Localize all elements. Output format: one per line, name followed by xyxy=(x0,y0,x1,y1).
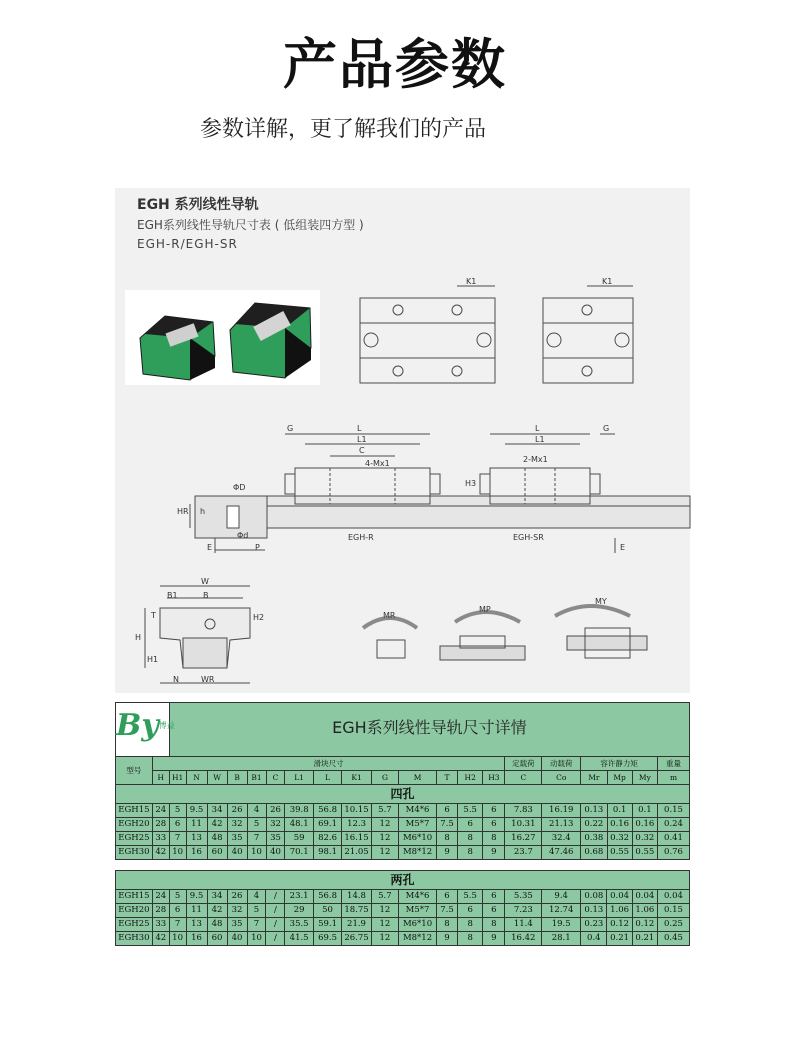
column-header: M xyxy=(399,771,437,785)
table-cell: 7.23 xyxy=(505,904,542,918)
label-c: C xyxy=(359,446,365,455)
table-cell: M6*10 xyxy=(399,918,437,932)
drawing-svg xyxy=(115,188,690,693)
table-cell: 60 xyxy=(207,932,227,946)
table-cell: M6*10 xyxy=(399,832,437,846)
table-cell: 0.32 xyxy=(607,832,632,846)
label-k1-right: K1 xyxy=(602,277,613,286)
table-cell: 47.46 xyxy=(542,846,581,860)
table-cell: 0.55 xyxy=(607,846,632,860)
label-phi-d-small: Φd xyxy=(237,531,249,540)
table-cell: 14.8 xyxy=(342,890,371,904)
column-header: L xyxy=(313,771,341,785)
table-cell: 40 xyxy=(227,932,247,946)
table-cell: 42 xyxy=(152,846,169,860)
table-cell: 13 xyxy=(186,918,207,932)
table-cell: 13 xyxy=(186,832,207,846)
table-cell: 32 xyxy=(227,818,247,832)
table-row xyxy=(116,818,690,832)
table-cell: 0.15 xyxy=(657,904,689,918)
table-cell: 12 xyxy=(371,818,398,832)
table-cell: 60 xyxy=(207,846,227,860)
table-cell: 0.45 xyxy=(657,932,689,946)
column-header: B1 xyxy=(247,771,266,785)
table-row xyxy=(116,804,690,818)
table-cell: 0.24 xyxy=(658,818,690,832)
brand-logo: By博益 xyxy=(116,703,170,757)
model-cell: EGH30 xyxy=(116,932,153,946)
table-cell: 9.5 xyxy=(186,890,207,904)
table-cell: 0.1 xyxy=(632,804,657,818)
label-b: B xyxy=(203,591,209,600)
table-cell: 16.42 xyxy=(505,932,542,946)
rows-two-hole xyxy=(116,890,690,946)
table-cell: 0.08 xyxy=(581,890,607,904)
table-cell: M8*12 xyxy=(399,846,437,860)
top-view-egh-r xyxy=(360,286,495,383)
table-cell: 8 xyxy=(458,918,483,932)
table-cell: 8 xyxy=(483,918,505,932)
table-cell: 23.1 xyxy=(285,890,313,904)
table-row xyxy=(116,890,690,904)
model-header: 型号 xyxy=(116,757,153,785)
label-g-left: G xyxy=(287,424,294,433)
table-cell: 56.8 xyxy=(313,890,341,904)
table-cell: 21.9 xyxy=(342,918,371,932)
model-cell: EGH15 xyxy=(116,890,153,904)
table-cell: 16.19 xyxy=(542,804,581,818)
table-cell: 0.1 xyxy=(607,804,632,818)
column-header: C xyxy=(505,771,542,785)
label-h3: H3 xyxy=(465,479,477,488)
table-cell: 16.27 xyxy=(505,832,542,846)
table-cell: 16 xyxy=(186,932,207,946)
column-header: My xyxy=(632,771,657,785)
table-cell: 7 xyxy=(247,918,266,932)
label-4mx1: 4-Mx1 xyxy=(365,459,390,468)
label-p: P xyxy=(255,543,260,552)
table-cell: 42 xyxy=(152,932,169,946)
table-cell: 6 xyxy=(169,818,186,832)
table-row xyxy=(116,904,690,918)
table-cell: 5 xyxy=(169,890,186,904)
column-header: K1 xyxy=(342,771,371,785)
table-cell: 9.5 xyxy=(186,804,207,818)
table-cell: 8 xyxy=(458,846,483,860)
table-cell: 4 xyxy=(247,804,266,818)
static-load-header: 动载荷 xyxy=(542,757,581,771)
table-cell: 0.15 xyxy=(658,804,690,818)
table-cell: 8 xyxy=(458,932,483,946)
table-cell: 5.7 xyxy=(371,890,398,904)
model-cell: EGH30 xyxy=(116,846,153,860)
label-e-right: E xyxy=(620,543,626,552)
table-cell: 26 xyxy=(266,804,285,818)
table-cell: 5.5 xyxy=(458,890,483,904)
table-cell: 32 xyxy=(227,904,247,918)
table-cell: 0.16 xyxy=(632,818,657,832)
table-cell: 23.7 xyxy=(505,846,542,860)
table-cell: 0.38 xyxy=(581,832,607,846)
table-cell: 0.41 xyxy=(658,832,690,846)
side-view xyxy=(190,434,690,553)
table-cell: 48 xyxy=(207,832,227,846)
spec-table-head xyxy=(116,703,690,785)
label-phi-d: ΦD xyxy=(233,483,246,492)
label-wr: WR xyxy=(201,675,215,684)
model-cell: EGH25 xyxy=(116,918,153,932)
table-cell: 35 xyxy=(266,832,285,846)
table-cell: 34 xyxy=(207,890,227,904)
table-cell: 28.1 xyxy=(542,932,581,946)
table-cell: M4*6 xyxy=(399,890,437,904)
weight-header: 重量 xyxy=(658,757,690,771)
table-cell: 19.5 xyxy=(542,918,581,932)
table-cell: 7.83 xyxy=(505,804,542,818)
label-w: W xyxy=(201,577,209,586)
table-cell: 0.4 xyxy=(581,932,607,946)
moment-mr xyxy=(363,618,417,658)
table-cell: M8*12 xyxy=(399,932,437,946)
model-cell: EGH20 xyxy=(116,818,153,832)
column-header: Mr xyxy=(581,771,607,785)
label-l-left: L xyxy=(357,424,362,433)
table-cell: 35 xyxy=(227,918,247,932)
label-t: T xyxy=(151,611,156,620)
table-cell: 6 xyxy=(458,818,483,832)
table-cell: 0.23 xyxy=(581,918,607,932)
label-h1: H1 xyxy=(147,655,159,664)
column-header: C xyxy=(266,771,285,785)
table-cell: 5 xyxy=(247,904,266,918)
table-cell: 12.3 xyxy=(342,818,371,832)
table-cell: 69.1 xyxy=(313,818,341,832)
label-egh-r: EGH-R xyxy=(348,533,374,542)
table-cell: / xyxy=(266,918,285,932)
table-cell: 0.25 xyxy=(657,918,689,932)
label-mr: MR xyxy=(383,611,396,620)
label-b1: B1 xyxy=(167,591,178,600)
table-cell: 9 xyxy=(436,932,457,946)
table-cell: 29 xyxy=(285,904,313,918)
table-cell: 11 xyxy=(186,818,207,832)
table-cell: 8 xyxy=(458,832,483,846)
table-cell: 12 xyxy=(371,846,398,860)
label-l1-right: L1 xyxy=(535,435,545,444)
top-view-egh-sr xyxy=(543,286,633,383)
section-two-hole: 两孔 xyxy=(116,871,690,890)
section-four-hole: 四孔 xyxy=(116,785,690,804)
label-my: MY xyxy=(595,597,607,606)
label-e-left: E xyxy=(207,543,213,552)
table-cell: 10 xyxy=(169,846,186,860)
table-cell: 50 xyxy=(313,904,341,918)
table-cell: 21.13 xyxy=(542,818,581,832)
table-cell: 82.6 xyxy=(313,832,341,846)
table-cell: 9.4 xyxy=(542,890,581,904)
table-cell: 98.1 xyxy=(313,846,341,860)
table-cell: M5*7 xyxy=(399,904,437,918)
label-l1-left: L1 xyxy=(357,435,367,444)
table-cell: 26.75 xyxy=(342,932,371,946)
drawing-subheading: EGH系列线性导轨尺寸表 ( 低组装四方型 ) xyxy=(137,218,364,232)
table-cell: 0.13 xyxy=(581,804,607,818)
table-cell: 33 xyxy=(152,832,169,846)
page-title: 产品参数 xyxy=(283,33,507,96)
table-cell: 0.04 xyxy=(607,890,632,904)
table-cell: 26 xyxy=(227,804,247,818)
table-cell: 0.04 xyxy=(632,890,657,904)
column-header: G xyxy=(371,771,398,785)
table-cell: 0.21 xyxy=(607,932,632,946)
drawing-models: EGH-R/EGH-SR xyxy=(137,237,238,251)
model-cell: EGH25 xyxy=(116,832,153,846)
table-cell: 39.8 xyxy=(285,804,313,818)
label-l-right: L xyxy=(535,424,540,433)
table-cell: 6 xyxy=(436,890,457,904)
table-cell: 70.1 xyxy=(285,846,313,860)
table-cell: 42 xyxy=(207,818,227,832)
table-cell: 6 xyxy=(458,904,483,918)
label-n: N xyxy=(173,675,179,684)
table-cell: 12 xyxy=(371,904,398,918)
table-cell: 10 xyxy=(247,932,266,946)
rows-four-hole xyxy=(116,804,690,860)
table-cell: 10 xyxy=(169,932,186,946)
table-cell: 5.35 xyxy=(505,890,542,904)
table-cell: 7.5 xyxy=(436,904,457,918)
table-cell: 8 xyxy=(483,832,505,846)
table-cell: 12 xyxy=(371,832,398,846)
table-cell: 5 xyxy=(247,818,266,832)
table-cell: 18.75 xyxy=(342,904,371,918)
column-header: L1 xyxy=(285,771,313,785)
table-cell: 0.12 xyxy=(607,918,632,932)
moment-my xyxy=(555,606,647,658)
table-cell: 33 xyxy=(152,918,169,932)
table-cell: 9 xyxy=(483,846,505,860)
column-header: B xyxy=(227,771,247,785)
table-cell: 5 xyxy=(169,804,186,818)
table-cell: 1.06 xyxy=(607,904,632,918)
model-cell: EGH15 xyxy=(116,804,153,818)
table-cell: 1.06 xyxy=(632,904,657,918)
column-header: H xyxy=(152,771,169,785)
table-cell: M4*6 xyxy=(399,804,437,818)
table-cell: 7.5 xyxy=(437,818,458,832)
spec-table xyxy=(115,702,690,860)
table-cell: 40 xyxy=(266,846,285,860)
table-cell: 10.31 xyxy=(505,818,542,832)
table-cell: 69.5 xyxy=(313,932,341,946)
label-g-right: G xyxy=(603,424,610,433)
table-cell: 35 xyxy=(227,832,247,846)
drawing-heading: EGH 系列线性导轨 xyxy=(137,197,259,213)
table-cell: 6 xyxy=(483,904,505,918)
table-cell: 6 xyxy=(483,818,505,832)
table-cell: / xyxy=(266,890,285,904)
product-photo xyxy=(125,290,320,385)
table-cell: 7 xyxy=(169,832,186,846)
table-cell: M5*7 xyxy=(399,818,437,832)
table-cell: 16 xyxy=(186,846,207,860)
table-cell: 6 xyxy=(169,904,186,918)
column-header: T xyxy=(437,771,458,785)
column-header: m xyxy=(658,771,690,785)
table-cell: 12 xyxy=(371,918,398,932)
spec-table-two-hole xyxy=(115,870,690,946)
table-cell: 0.16 xyxy=(607,818,632,832)
table-cell: 41.5 xyxy=(285,932,313,946)
table-cell: 7 xyxy=(247,832,266,846)
block-dims-header: 滑块尺寸 xyxy=(152,757,505,771)
table-cell: / xyxy=(266,904,285,918)
table-cell: 28 xyxy=(152,904,169,918)
table-cell: 42 xyxy=(207,904,227,918)
table-cell: 4 xyxy=(247,890,266,904)
table-row xyxy=(116,846,690,860)
table-cell: 35.5 xyxy=(285,918,313,932)
cross-section xyxy=(145,586,250,683)
table-cell: 9 xyxy=(483,932,505,946)
table-cell: 9 xyxy=(437,846,458,860)
spec-table-wrapper xyxy=(115,702,690,946)
column-header: H3 xyxy=(483,771,505,785)
table-cell: 24 xyxy=(152,890,169,904)
label-mp: MP xyxy=(479,605,491,614)
table-cell: 0.32 xyxy=(632,832,657,846)
column-header: H1 xyxy=(169,771,186,785)
table-cell: 11.4 xyxy=(505,918,542,932)
dynamic-load-header: 定载荷 xyxy=(505,757,542,771)
table-cell: 24 xyxy=(152,804,169,818)
table-cell: 10 xyxy=(247,846,266,860)
table-cell: 5.7 xyxy=(371,804,398,818)
table-cell: 56.8 xyxy=(313,804,341,818)
page-subtitle: 参数详解，更了解我们的产品 xyxy=(200,117,487,142)
table-cell: 6 xyxy=(483,804,505,818)
column-header: Co xyxy=(542,771,581,785)
technical-drawing xyxy=(115,188,690,693)
table-cell: 16.15 xyxy=(342,832,371,846)
table-row xyxy=(116,832,690,846)
label-2mx1: 2-Mx1 xyxy=(523,455,548,464)
table-cell: 59 xyxy=(285,832,313,846)
table-cell: 0.21 xyxy=(632,932,657,946)
table-cell: 8 xyxy=(437,832,458,846)
table-cell: 0.68 xyxy=(581,846,607,860)
table-cell: 10.15 xyxy=(342,804,371,818)
label-h: H xyxy=(135,633,142,642)
moment-header: 容许静力矩 xyxy=(581,757,658,771)
label-h-small: h xyxy=(200,507,206,516)
label-h2: H2 xyxy=(253,613,265,622)
table-cell: 12 xyxy=(371,932,398,946)
table-title: EGH系列线性导轨尺寸详情 xyxy=(169,703,689,757)
moment-mp xyxy=(440,612,525,660)
table-cell: 59.1 xyxy=(313,918,341,932)
table-cell: 0.04 xyxy=(657,890,689,904)
model-cell: EGH20 xyxy=(116,904,153,918)
table-cell: 7 xyxy=(169,918,186,932)
table-cell: 0.12 xyxy=(632,918,657,932)
column-header: H2 xyxy=(458,771,483,785)
table-cell: 21.05 xyxy=(342,846,371,860)
column-header: Mp xyxy=(607,771,632,785)
label-hr: HR xyxy=(177,507,189,516)
table-cell: 8 xyxy=(436,918,457,932)
table-cell: 32 xyxy=(266,818,285,832)
table-cell: / xyxy=(266,932,285,946)
label-egh-sr: EGH-SR xyxy=(513,533,544,542)
table-cell: 6 xyxy=(437,804,458,818)
table-cell: 0.13 xyxy=(581,904,607,918)
table-cell: 0.55 xyxy=(632,846,657,860)
table-cell: 5.5 xyxy=(458,804,483,818)
table-cell: 48.1 xyxy=(285,818,313,832)
table-cell: 0.22 xyxy=(581,818,607,832)
table-cell: 11 xyxy=(186,904,207,918)
table-cell: 32.4 xyxy=(542,832,581,846)
table-row xyxy=(116,932,690,946)
table-cell: 48 xyxy=(207,918,227,932)
column-header: N xyxy=(186,771,207,785)
table-cell: 34 xyxy=(207,804,227,818)
table-cell: 40 xyxy=(227,846,247,860)
table-cell: 0.76 xyxy=(658,846,690,860)
label-k1-left: K1 xyxy=(466,277,477,286)
table-cell: 26 xyxy=(227,890,247,904)
column-header: W xyxy=(207,771,227,785)
table-cell: 6 xyxy=(483,890,505,904)
table-row xyxy=(116,918,690,932)
table-cell: 28 xyxy=(152,818,169,832)
table-cell: 12.74 xyxy=(542,904,581,918)
